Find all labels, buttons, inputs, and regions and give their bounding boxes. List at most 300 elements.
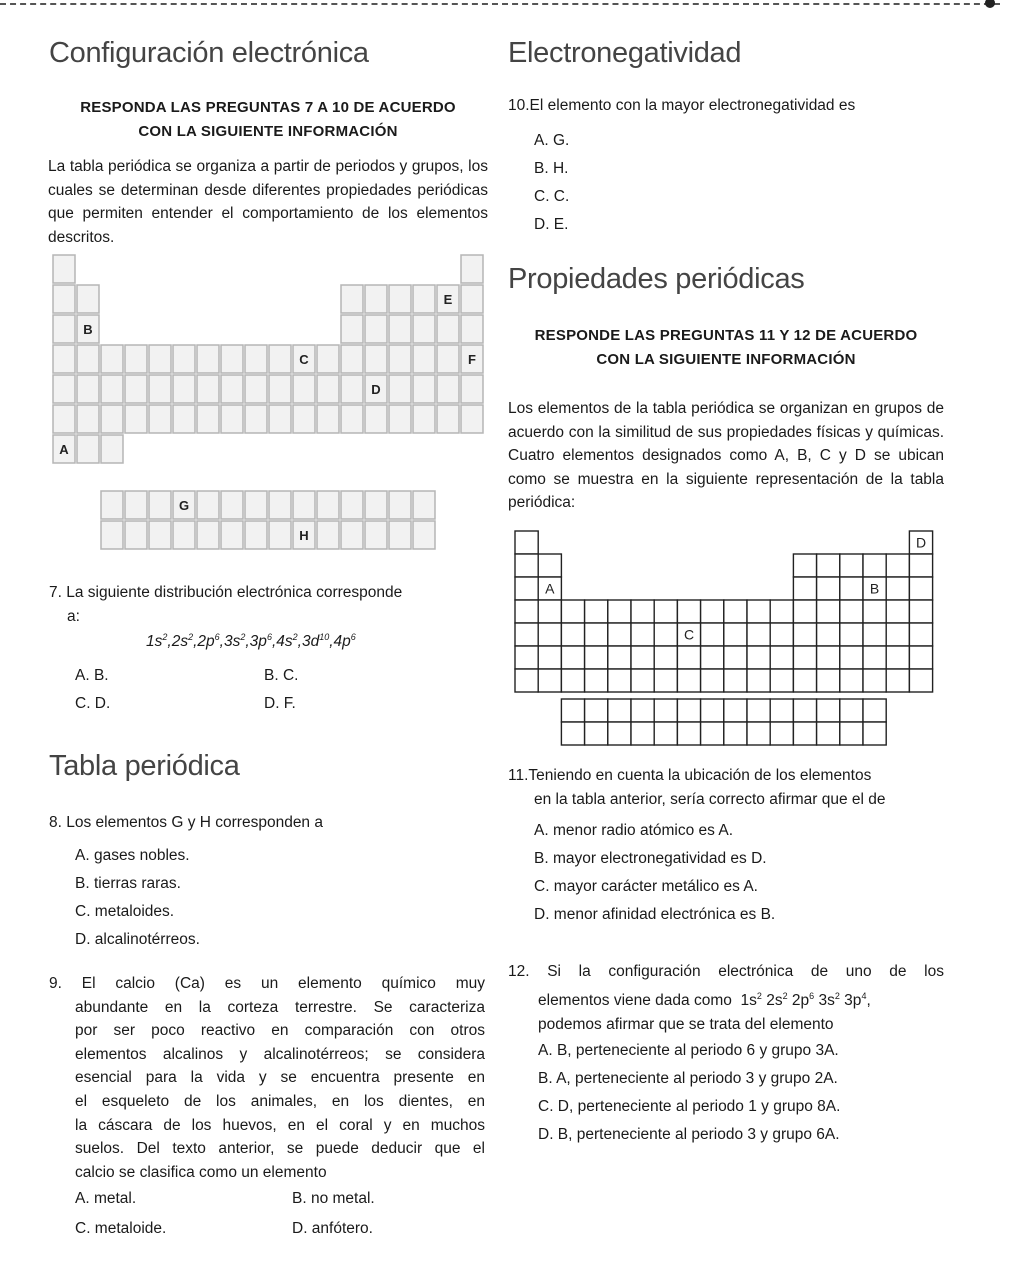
table-cell — [793, 669, 816, 692]
q12-line1: 12. Si la configuración electrónica de uno de los — [508, 963, 944, 980]
table-cell — [293, 375, 315, 403]
table-cell — [817, 722, 840, 745]
table-cell — [365, 405, 387, 433]
table-cell — [413, 345, 435, 373]
top-dashed-rule — [0, 3, 1000, 5]
table-cell — [149, 521, 171, 549]
table-cell — [724, 600, 747, 623]
q8-option-b[interactable]: B. tierras raras. — [75, 875, 181, 892]
block1-paragraph: La tabla periódica se organiza a partir de periodos y grupos, los cuales se determinan desde diferentes propiedades periódicas que permiten entender el comportamiento de los elementos descritos. — [48, 158, 488, 246]
formula-part: ,2p — [193, 633, 215, 651]
element-label: F — [468, 352, 476, 367]
block1-heading-line1: RESPONDA LAS PREGUNTAS 7 A 10 DE ACUERDO — [80, 99, 456, 116]
table-cell — [747, 646, 770, 669]
table-cell — [654, 699, 677, 722]
table-cell — [77, 345, 99, 373]
block2-paragraph: Los elementos de la tabla periódica se organizan en grupos de acuerdo con la similitud de sus propiedades físicas y químicas. Cuatro elementos designados como A, B, C y D se ubican como se muestra en la siguiente representación de la tabla periódica: — [508, 400, 944, 511]
table-cell — [341, 521, 363, 549]
section-title-config: Configuración electrónica — [49, 37, 369, 69]
q7-line1: 7. La siguiente distribución electrónica corresponde — [49, 584, 403, 601]
table-cell — [125, 491, 147, 519]
table-cell — [585, 669, 608, 692]
table-cell — [461, 255, 483, 283]
q12-line3: podemos afirmar que se trata del elemento — [538, 1016, 834, 1034]
element-label: A — [545, 580, 555, 597]
table-cell — [677, 669, 700, 692]
table-cell — [413, 285, 435, 313]
table-cell — [317, 375, 339, 403]
table-cell — [515, 554, 538, 577]
table-cell — [701, 600, 724, 623]
section-title-tabla: Tabla periódica — [49, 750, 240, 782]
table-cell — [125, 405, 147, 433]
table-cell — [538, 669, 561, 692]
q10-option-a[interactable]: A. G. — [534, 132, 570, 149]
q9-line: elementos alcalinos y alcalinotérreos; se considera — [75, 1045, 485, 1063]
q12-option-d[interactable]: D. B, perteneciente al periodo 3 y grupo 6A. — [538, 1126, 840, 1143]
formula-part: 2 — [188, 632, 194, 642]
table-cell — [389, 315, 411, 343]
table-cell — [221, 345, 243, 373]
table-cell — [561, 600, 584, 623]
q9-line: el esqueleto de los animales, en los dientes, en — [75, 1092, 485, 1110]
table-cell — [77, 285, 99, 313]
table-cell — [269, 405, 291, 433]
table-cell — [293, 405, 315, 433]
table-cell — [101, 405, 123, 433]
table-cell — [245, 345, 267, 373]
q7-option-b[interactable]: B. C. — [264, 667, 299, 684]
table-cell — [53, 345, 75, 373]
section-title-electroneg: Electronegatividad — [508, 37, 742, 69]
table-cell — [770, 623, 793, 646]
table-cell — [561, 669, 584, 692]
table-cell — [341, 345, 363, 373]
formula-part: 6 — [266, 632, 272, 642]
q12 — [508, 960, 944, 1037]
q9-option-a[interactable]: A. metal. — [75, 1190, 137, 1207]
table-cell — [840, 669, 863, 692]
table-cell — [125, 345, 147, 373]
table-cell — [863, 623, 886, 646]
table-cell — [724, 669, 747, 692]
table-cell — [389, 521, 411, 549]
table-cell — [53, 405, 75, 433]
table-cell — [221, 375, 243, 403]
table-cell — [173, 345, 195, 373]
top-rule-dot — [985, 0, 995, 8]
table-cell — [125, 375, 147, 403]
table-cell — [437, 315, 459, 343]
table-cell — [77, 435, 99, 463]
table-cell — [793, 577, 816, 600]
formula-part: 2 — [782, 991, 788, 1001]
q9-option-d[interactable]: D. anfótero. — [292, 1220, 373, 1237]
table-cell — [840, 646, 863, 669]
table-cell — [724, 623, 747, 646]
table-cell — [840, 722, 863, 745]
table-cell — [654, 722, 677, 745]
q9-line: 9. El calcio (Ca) es un elemento químico muy — [49, 975, 485, 992]
table-cell — [909, 669, 932, 692]
table-cell — [701, 623, 724, 646]
table-cell — [654, 646, 677, 669]
table-cell — [389, 285, 411, 313]
table-cell — [389, 491, 411, 519]
table-cell — [608, 669, 631, 692]
table-cell — [365, 491, 387, 519]
table-cell — [413, 491, 435, 519]
table-cell — [793, 646, 816, 669]
table-cell — [585, 699, 608, 722]
formula-part: 3p — [839, 992, 862, 1010]
formula-part: ,4s — [271, 633, 293, 651]
table-cell — [245, 405, 267, 433]
formula-part: 6 — [214, 632, 220, 642]
table-cell — [515, 600, 538, 623]
table-cell — [608, 600, 631, 623]
table-cell — [747, 600, 770, 623]
q11 — [508, 764, 948, 811]
table-cell — [817, 600, 840, 623]
table-cell — [677, 600, 700, 623]
q11-option-b[interactable]: B. mayor electronegatividad es D. — [534, 850, 767, 867]
table-cell — [631, 722, 654, 745]
table-cell — [461, 405, 483, 433]
table-cell — [863, 554, 886, 577]
formula-part: ,3s — [219, 633, 241, 651]
table-cell — [149, 491, 171, 519]
formula-part: 2 — [292, 632, 298, 642]
table-cell — [461, 285, 483, 313]
periodic-table-2 — [514, 530, 940, 746]
table-cell — [413, 405, 435, 433]
table-cell — [413, 375, 435, 403]
table-cell — [654, 600, 677, 623]
table-cell — [793, 722, 816, 745]
table-cell — [245, 375, 267, 403]
table-cell — [101, 375, 123, 403]
formula-part: 2 — [756, 991, 762, 1001]
table-cell — [863, 600, 886, 623]
q11-option-a[interactable]: A. menor radio atómico es A. — [534, 822, 734, 839]
table-cell — [724, 699, 747, 722]
q11-line1: 11.Teniendo en cuenta la ubicación de los elementos — [508, 767, 872, 784]
table-cell — [770, 646, 793, 669]
element-label: E — [443, 292, 453, 307]
table-cell — [221, 491, 243, 519]
q11-option-c[interactable]: C. mayor carácter metálico es A. — [534, 878, 758, 895]
table-cell — [245, 521, 267, 549]
element-label: A — [59, 442, 69, 457]
element-label: D — [915, 534, 927, 551]
table-cell — [585, 600, 608, 623]
block1-heading — [48, 96, 488, 144]
table-cell — [269, 345, 291, 373]
table-cell — [437, 345, 459, 373]
table-cell — [245, 491, 267, 519]
q12-option-c[interactable]: C. D, perteneciente al periodo 1 y grupo 8A. — [538, 1098, 841, 1115]
table-cell — [631, 669, 654, 692]
table-cell — [608, 699, 631, 722]
element-label: C — [683, 626, 695, 643]
table-cell — [631, 699, 654, 722]
table-cell — [515, 646, 538, 669]
q7-line2: a: — [67, 607, 80, 625]
table-cell — [585, 646, 608, 669]
table-cell — [538, 623, 561, 646]
q10-stem: 10.El elemento con la mayor electronegatividad es — [508, 97, 856, 114]
table-cell — [747, 623, 770, 646]
table-cell — [538, 554, 561, 577]
table-cell — [793, 699, 816, 722]
formula-part: 3s — [814, 992, 835, 1010]
table-cell — [654, 669, 677, 692]
table-cell — [654, 623, 677, 646]
table-cell — [197, 521, 219, 549]
table-cell — [53, 255, 75, 283]
table-cell — [909, 623, 932, 646]
table-cell — [724, 722, 747, 745]
table-cell — [341, 405, 363, 433]
table-cell — [677, 722, 700, 745]
q11-option-d[interactable]: D. menor afinidad electrónica es B. — [534, 906, 776, 923]
table-cell — [631, 623, 654, 646]
table-cell — [269, 491, 291, 519]
table-cell — [53, 285, 75, 313]
q8-stem: 8. Los elementos G y H corresponden a — [49, 814, 323, 831]
table-cell — [840, 699, 863, 722]
formula-part: 2p — [787, 992, 810, 1010]
table-cell — [840, 577, 863, 600]
table-cell — [817, 577, 840, 600]
table-cell — [515, 623, 538, 646]
table-cell — [515, 577, 538, 600]
q12-option-a[interactable]: A. B, perteneciente al periodo 6 y grupo 3A. — [538, 1042, 839, 1059]
q7-option-c[interactable]: C. D. — [75, 695, 111, 712]
block2-heading — [508, 324, 944, 372]
table-cell — [341, 491, 363, 519]
q12-line2 — [508, 984, 944, 1013]
table-cell — [817, 699, 840, 722]
table-cell — [817, 623, 840, 646]
table-cell — [770, 669, 793, 692]
table-cell — [149, 375, 171, 403]
table-cell — [461, 315, 483, 343]
q9-line: calcio se clasifica como un elemento — [75, 1163, 327, 1181]
table-cell — [701, 722, 724, 745]
q12-option-b[interactable]: B. A, perteneciente al periodo 3 y grupo 2A. — [538, 1070, 838, 1087]
table-cell — [561, 646, 584, 669]
table-cell — [197, 375, 219, 403]
table-cell — [317, 405, 339, 433]
element-label: B — [83, 322, 93, 337]
table-cell — [389, 375, 411, 403]
table-cell — [585, 722, 608, 745]
table-cell — [317, 521, 339, 549]
table-cell — [221, 405, 243, 433]
formula-part: 1s — [740, 992, 757, 1010]
table-cell — [101, 345, 123, 373]
q7-option-d[interactable]: D. F. — [264, 695, 296, 712]
table-cell — [863, 722, 886, 745]
table-cell — [53, 375, 75, 403]
formula-part: 10 — [319, 632, 330, 642]
table-cell — [561, 722, 584, 745]
q7 — [49, 581, 489, 628]
table-cell — [341, 375, 363, 403]
table-cell — [293, 491, 315, 519]
table-cell — [886, 600, 909, 623]
table-cell — [365, 315, 387, 343]
table-cell — [561, 699, 584, 722]
table-cell — [437, 375, 459, 403]
block1-heading-line2: CON LA SIGUIENTE INFORMACIÓN — [138, 123, 398, 140]
table-cell — [840, 554, 863, 577]
table-cell — [77, 375, 99, 403]
table-cell — [101, 491, 123, 519]
q11-line2: en la tabla anterior, sería correcto afirmar que el de — [534, 790, 886, 808]
q7-option-a[interactable]: A. B. — [75, 667, 109, 684]
table-cell — [125, 521, 147, 549]
table-cell — [724, 646, 747, 669]
table-cell — [886, 577, 909, 600]
table-cell — [515, 531, 538, 554]
table-cell — [197, 491, 219, 519]
formula-part: 2s — [761, 992, 783, 1010]
table-cell — [747, 699, 770, 722]
table-cell — [149, 405, 171, 433]
table-cell — [461, 375, 483, 403]
table-cell — [221, 521, 243, 549]
table-cell — [149, 345, 171, 373]
element-label: G — [178, 498, 190, 513]
table-cell — [389, 405, 411, 433]
table-cell — [197, 405, 219, 433]
table-cell — [677, 699, 700, 722]
table-cell — [840, 623, 863, 646]
formula-part: ,4p — [329, 633, 351, 651]
table-cell — [365, 345, 387, 373]
table-cell — [173, 405, 195, 433]
table-cell — [817, 669, 840, 692]
element-label: B — [869, 580, 880, 597]
table-cell — [909, 646, 932, 669]
q9-option-b[interactable]: B. no metal. — [292, 1190, 375, 1207]
table-cell — [269, 375, 291, 403]
table-cell — [909, 554, 932, 577]
table-cell — [53, 315, 75, 343]
q8-option-d[interactable]: D. alcalinotérreos. — [75, 931, 200, 948]
table1-cells — [53, 255, 483, 549]
table-cell — [863, 669, 886, 692]
q9-text — [49, 972, 485, 1184]
table-cell — [747, 722, 770, 745]
table-cell — [770, 722, 793, 745]
q9-line: suelos. Del texto anterior, se puede deducir que el — [75, 1140, 485, 1158]
table-cell — [389, 345, 411, 373]
table-cell — [341, 315, 363, 343]
element-label: H — [299, 528, 309, 543]
element-label: C — [299, 352, 309, 367]
table-cell — [269, 521, 291, 549]
formula-part: ,2s — [167, 633, 189, 651]
table-cell — [631, 600, 654, 623]
table-cell — [101, 435, 123, 463]
formula-part: ,3p — [245, 633, 267, 651]
table-cell — [101, 521, 123, 549]
table-cell — [608, 722, 631, 745]
table-cell — [365, 521, 387, 549]
q9-line: esencial para la vida y se encuentra presente en — [75, 1069, 485, 1087]
table-cell — [413, 315, 435, 343]
table-cell — [561, 623, 584, 646]
q8-option-a[interactable]: A. gases nobles. — [75, 847, 190, 864]
formula-part: 2 — [162, 632, 168, 642]
formula-part: ,3d — [297, 633, 320, 651]
table-cell — [863, 646, 886, 669]
table-cell — [413, 521, 435, 549]
q9-line: la cáscara de los huevos, en el coral y en muchos — [75, 1116, 485, 1134]
q12-line2-suffix: , — [866, 992, 871, 1010]
table-cell — [77, 405, 99, 433]
q10-option-d[interactable]: D. E. — [534, 216, 569, 233]
table-cell — [608, 623, 631, 646]
table-cell — [538, 646, 561, 669]
table-cell — [909, 600, 932, 623]
block2-heading-line2: CON LA SIGUIENTE INFORMACIÓN — [596, 351, 856, 368]
table-cell — [701, 669, 724, 692]
table-cell — [840, 600, 863, 623]
q7-formula — [146, 632, 356, 651]
table-cell — [817, 646, 840, 669]
block2-heading-line1: RESPONDE LAS PREGUNTAS 11 Y 12 DE ACUERDO — [534, 327, 918, 344]
formula-part: 4 — [861, 991, 867, 1001]
table-cell — [631, 646, 654, 669]
table-cell — [317, 345, 339, 373]
formula-part: 2 — [834, 991, 840, 1001]
q12-formula — [741, 992, 867, 1009]
element-label: D — [371, 382, 381, 397]
table-cell — [886, 623, 909, 646]
table-cell — [173, 375, 195, 403]
q8-option-c[interactable]: C. metaloides. — [75, 903, 175, 920]
table-cell — [770, 699, 793, 722]
q9-option-c[interactable]: C. metaloide. — [75, 1220, 167, 1237]
q9-line: por ser poco reactivo en comparación con otros — [75, 1022, 485, 1040]
q9-line: abundante en la corteza terrestre. Se caracteriza — [75, 998, 485, 1016]
table-cell — [341, 285, 363, 313]
table-cell — [585, 623, 608, 646]
formula-part: 6 — [350, 632, 356, 642]
table-cell — [793, 623, 816, 646]
table-cell — [817, 554, 840, 577]
q10-option-b[interactable]: B. H. — [534, 160, 569, 177]
table-cell — [608, 646, 631, 669]
table-cell — [538, 600, 561, 623]
table-cell — [677, 646, 700, 669]
q10-option-c[interactable]: C. C. — [534, 188, 570, 205]
table-cell — [197, 345, 219, 373]
table-cell — [886, 669, 909, 692]
table-cell — [770, 600, 793, 623]
table-cell — [793, 554, 816, 577]
table-cell — [317, 491, 339, 519]
q12-line2-prefix: elementos viene dada como — [538, 992, 732, 1010]
table-cell — [515, 669, 538, 692]
table-cell — [886, 646, 909, 669]
table2-cells — [515, 531, 933, 745]
